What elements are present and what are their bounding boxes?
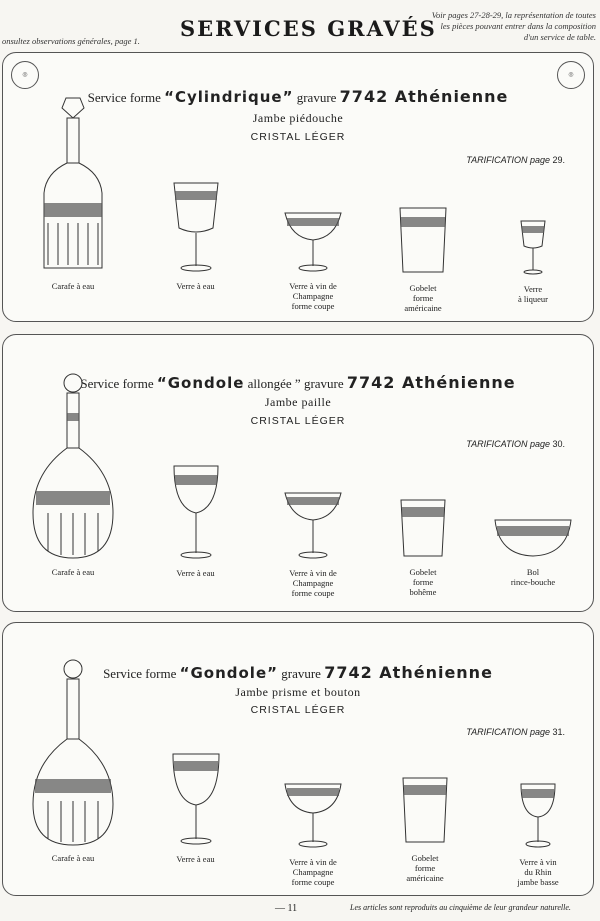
footer-note: Les articles sont reproduits au cinquième de leur grandeur naturelle. [350, 903, 571, 912]
item-label: Gobelet forme bohême [409, 567, 437, 597]
gravure-name: 7742 Athénienne [339, 87, 509, 106]
item-label: Verre à eau [176, 568, 215, 578]
form-suffix: allongée ” [247, 376, 301, 391]
item-gobelet [383, 205, 463, 313]
item-label: Verre à vin de Champagne forme coupe [289, 857, 337, 887]
vin-rhin-illustration [518, 781, 558, 849]
champagne-coupe-illustration [283, 781, 343, 849]
gravure-word: gravure [303, 376, 344, 391]
item-label: Verre à vin du Rhin jambe basse [517, 857, 559, 887]
item-champagne [268, 490, 358, 598]
cristal-type: CRISTAL LÉGER [250, 415, 346, 427]
tarif-page: 30. [552, 439, 565, 449]
tarification [466, 155, 565, 165]
service-panel-gondole-allongee [2, 334, 594, 612]
gravure-word: gravure [281, 666, 321, 681]
tarif-label: TARIFICATION page [466, 439, 550, 449]
item-carafe [23, 659, 123, 863]
item-gobelet [385, 775, 465, 883]
gravure-name: 7742 Athénienne [324, 663, 493, 682]
tarification [466, 727, 565, 737]
tarif-page: 29. [552, 155, 565, 165]
item-label: Carafe à eau [51, 281, 95, 291]
liqueur-illustration [518, 218, 548, 276]
carafe-illustration [38, 93, 108, 273]
champagne-coupe-illustration [283, 208, 343, 273]
item-label: Gobelet forme américaine [406, 853, 444, 883]
tarif-label: TARIFICATION page [466, 727, 550, 737]
form-name: “Cylindrique” [164, 88, 294, 106]
header-left-note: onsultez observations générales, page 1. [2, 36, 140, 46]
item-label: Bol rince-bouche [510, 567, 556, 587]
champagne-coupe-illustration [283, 490, 343, 560]
item-carafe [23, 373, 123, 577]
tarification [466, 439, 565, 449]
maker-logo-right-icon: ◎ [557, 61, 585, 89]
maker-logo-left-icon: ◎ [11, 61, 39, 89]
item-verre-eau [153, 751, 238, 864]
gobelet-illustration [399, 497, 447, 559]
item-label: Carafe à eau [51, 567, 95, 577]
item-verre-eau [153, 463, 238, 578]
item-verre-eau [153, 178, 238, 291]
service-prefix: Service forme [87, 90, 161, 105]
carafe-illustration [28, 373, 118, 563]
item-carafe [23, 93, 123, 291]
carafe-illustration [28, 659, 118, 849]
item-label: Verre à vin de Champagne forme coupe [289, 281, 337, 311]
header-right-note: Voir pages 27-28-29, la représentation de toutes les pièces pouvant entrer dans la composition d'un service de table. [431, 10, 596, 42]
item-label: Verre à vin de Champagne forme coupe [289, 568, 337, 598]
tarif-page: 31. [552, 727, 565, 737]
gobelet-illustration [401, 775, 449, 845]
service-prefix: Service forme [80, 376, 154, 391]
gobelet-illustration [398, 205, 448, 275]
jambe-type: Jambe prisme et bouton [235, 685, 361, 699]
jambe-type: Jambe piédouche [252, 111, 344, 125]
form-name: “Gondole” [179, 664, 278, 682]
verre-eau-illustration [171, 463, 221, 560]
page-title: SERVICES GRAVÉS [180, 16, 437, 41]
service-prefix: Service forme [103, 666, 177, 681]
page-number: — 11 [275, 903, 298, 914]
item-vin-rhin [498, 781, 578, 887]
tarif-label: TARIFICATION page [466, 155, 550, 165]
service-panel-gondole [2, 622, 594, 896]
item-champagne [268, 208, 358, 311]
item-gobelet [383, 497, 463, 597]
item-label: Gobelet forme américaine [404, 283, 442, 313]
form-name: “Gondole [156, 374, 245, 392]
verre-eau-illustration [171, 178, 221, 273]
cristal-type: CRISTAL LÉGER [250, 131, 346, 143]
item-label: Verre à eau [176, 281, 215, 291]
item-champagne [268, 781, 358, 887]
item-label: Carafe à eau [51, 853, 95, 863]
verre-eau-illustration [170, 751, 222, 846]
service-panel-cylindrique [2, 52, 594, 322]
item-bol [483, 517, 583, 587]
gravure-name: 7742 Athénienne [346, 373, 516, 392]
jambe-type: Jambe paille [264, 395, 332, 409]
item-label: Verre à eau [176, 854, 215, 864]
item-label: Verre à liqueur [518, 284, 548, 304]
bol-illustration [493, 517, 573, 559]
cristal-type: CRISTAL LÉGER [250, 704, 346, 716]
gravure-word: gravure [296, 90, 337, 105]
item-liqueur [498, 218, 568, 304]
